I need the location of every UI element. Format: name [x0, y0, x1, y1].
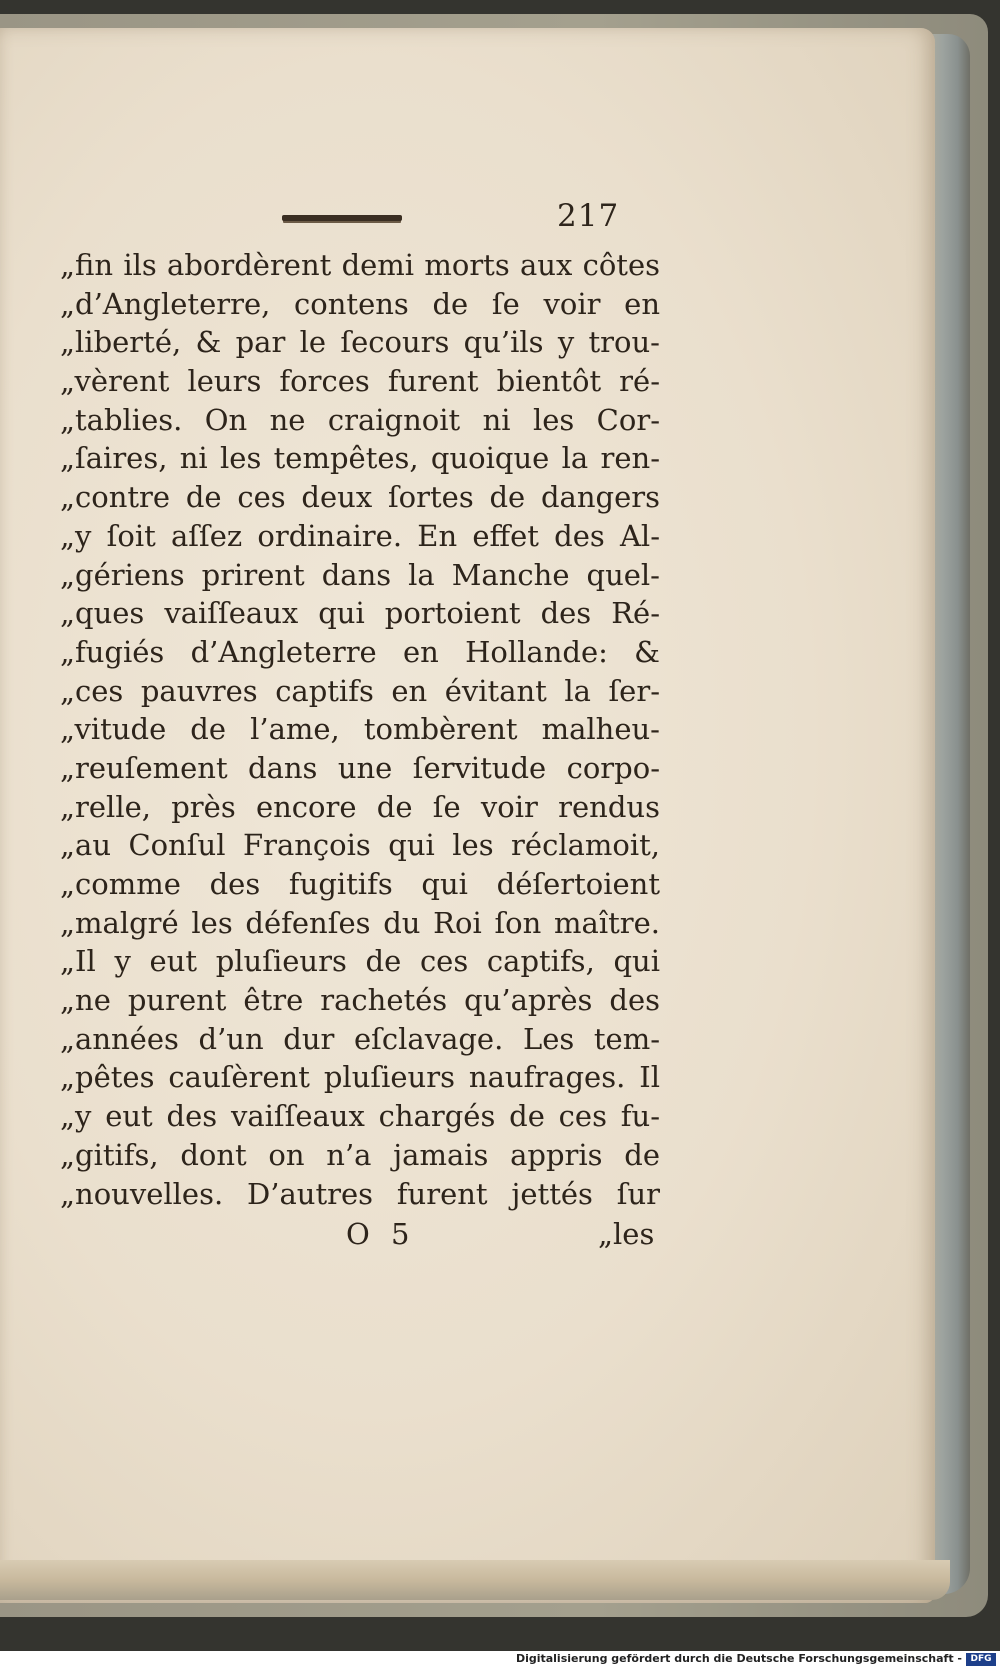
- text-line: „contre de ces deux ſortes de dangers: [60, 480, 660, 515]
- text-line: „d’Angleterre, contens de ſe voir en: [60, 286, 660, 321]
- text-line: „y ſoit aſſez ordinaire. En effet des Al-: [60, 518, 660, 553]
- text-lines: [60, 246, 660, 1213]
- catchword: „les: [598, 1217, 655, 1252]
- text-line: „gériens prirent dans la Manche quel-: [60, 557, 660, 592]
- page-number: 217: [557, 198, 620, 234]
- catch-row: [60, 1213, 660, 1257]
- page-bottom-edge: [0, 1560, 950, 1600]
- text-line: „vèrent leurs forces furent bientôt ré-: [60, 364, 660, 399]
- text-line: „gitifs, dont on n’a jamais appris de: [60, 1137, 660, 1172]
- text-line: „malgré les défenſes du Roi ſon maître.: [60, 905, 660, 940]
- text-line: „ces pauvres captifs en évitant la ſer-: [60, 673, 660, 708]
- dfg-logo: DFG: [966, 1653, 996, 1666]
- text-line: „au Conſul François qui les réclamoit,: [60, 828, 660, 863]
- text-line: „tablies. On ne craignoit ni les Cor-: [60, 402, 660, 437]
- footer-credit: Digitalisierung gefördert durch die Deutsche Forschungsgemeinschaft -: [515, 1652, 962, 1665]
- text-line: „ſaires, ni les tempêtes, quoique la ren-: [60, 441, 660, 476]
- text-line: „comme des fugitifs qui déſertoient: [60, 867, 660, 901]
- text-line: „relle, près encore de ſe voir rendus: [60, 789, 660, 824]
- text-line: „liberté, & par le ſecours qu’ils y trou-: [60, 325, 660, 360]
- text-line: „reuſement dans une ſervitude corpo-: [60, 750, 660, 785]
- text-line: „nouvelles. D’autres furent jettés ſur: [60, 1176, 660, 1211]
- text-line: „années d’un dur eſclavage. Les tem-: [60, 1021, 660, 1056]
- text-line: „vitude de l’ame, tombèrent malheu-: [60, 712, 660, 747]
- text-line: „ques vaiſſeaux qui portoient des Ré-: [60, 596, 660, 631]
- text-line: „Il y eut pluſieurs de ces captifs, qui: [60, 944, 660, 979]
- text-line: „y eut des vaiſſeaux chargés de ces fu-: [60, 1099, 660, 1134]
- page-headline: [60, 198, 660, 246]
- footer-bar: [0, 1651, 1000, 1669]
- text-line: „fugiés d’Angleterre en Hollande: &: [60, 634, 660, 669]
- text-line: „fin ils abordèrent demi morts aux côtes: [60, 248, 660, 282]
- page-text-block: [60, 198, 660, 1257]
- text-line: „ne purent être rachetés qu’après des: [60, 983, 660, 1018]
- signature-mark: O 5: [346, 1217, 416, 1252]
- text-line: „pêtes cauſèrent pluſieurs naufrages. Il: [60, 1060, 660, 1095]
- head-rule: [282, 215, 402, 221]
